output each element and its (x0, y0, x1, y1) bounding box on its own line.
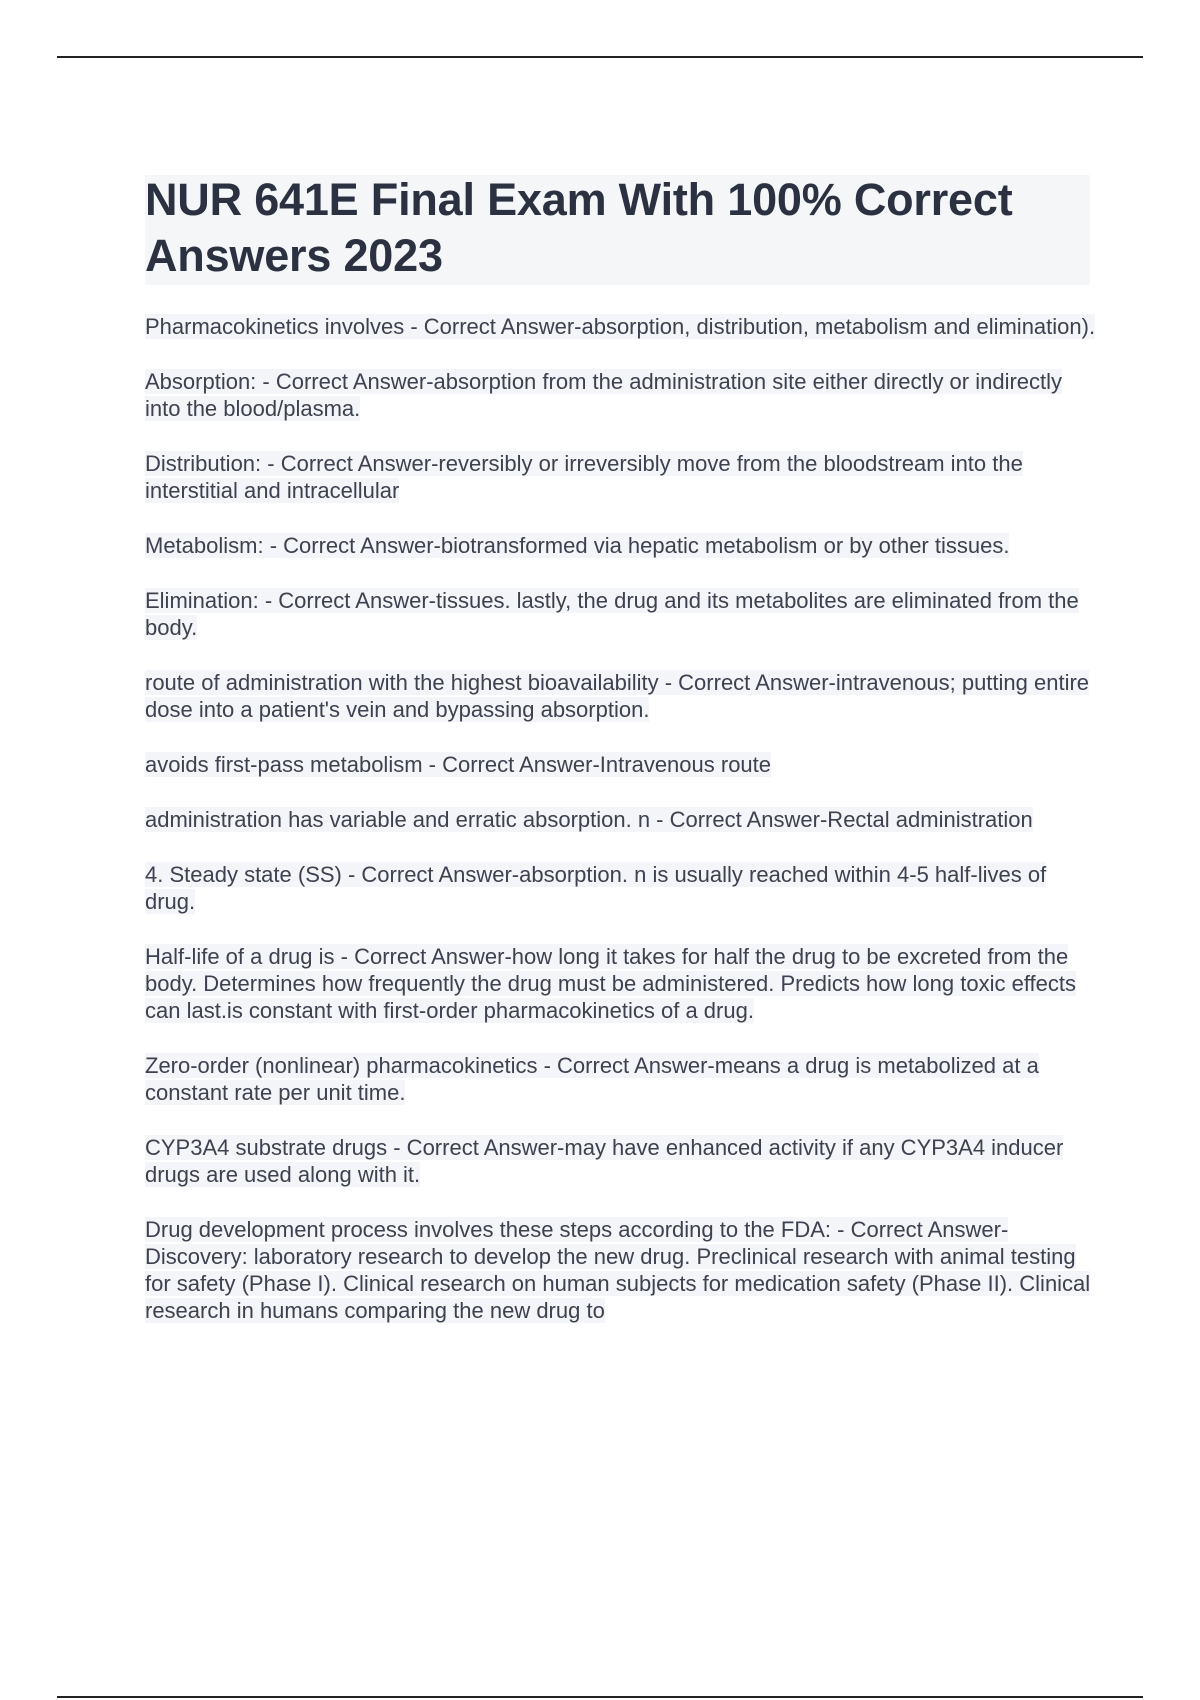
qa-text: Zero-order (nonlinear) pharmacokinetics - Correct Answer-means a drug is metabolized at a constant rate per unit time. (145, 1053, 1039, 1105)
qa-item-absorption (145, 368, 1100, 422)
qa-item-metabolism (145, 532, 1100, 559)
qa-text: Half-life of a drug is - Correct Answer-how long it takes for half the drug to be excreted from the body. Determines how frequently the drug must be administered. Predicts how long toxic effects can last.is constant with first-order pharmacokinetics of a drug. (145, 944, 1076, 1023)
qa-text: Pharmacokinetics involves - Correct Answer-absorption, distribution, metabolism and elimination). (145, 314, 1096, 339)
qa-text: Drug development process involves these steps according to the FDA: - Correct Answer-Discovery: laboratory research to develop the new drug. Preclinical research with animal testing for safety (Phase I). Clinical research on human subjects for medication safety (Phase II). Clinical research in humans comparing the new drug to (145, 1217, 1091, 1323)
qa-list (145, 313, 1100, 1352)
qa-item-steady-state (145, 861, 1100, 915)
qa-text: route of administration with the highest bioavailability - Correct Answer-intravenous; putting entire dose into a patient's vein and bypassing absorption. (145, 670, 1090, 722)
footer-rule (57, 1696, 1143, 1698)
qa-item-bioavailability (145, 669, 1100, 723)
qa-item-half-life (145, 943, 1100, 1024)
qa-item-cyp3a4 (145, 1134, 1100, 1188)
qa-text: administration has variable and erratic absorption. n - Correct Answer-Rectal administration (145, 807, 1033, 832)
qa-text: Distribution: - Correct Answer-reversibly or irreversibly move from the bloodstream into the interstitial and intracellular (145, 451, 1023, 503)
qa-text: avoids first-pass metabolism - Correct Answer-Intravenous route (145, 752, 772, 777)
qa-item-drug-development (145, 1216, 1100, 1324)
qa-item-distribution (145, 450, 1100, 504)
qa-item-zero-order (145, 1052, 1100, 1106)
qa-text: Absorption: - Correct Answer-absorption from the administration site either directly or indirectly into the blood/plasma. (145, 369, 1063, 421)
qa-item-rectal (145, 806, 1100, 833)
header-rule (57, 56, 1143, 58)
qa-text: Metabolism: - Correct Answer-biotransformed via hepatic metabolism or by other tissues. (145, 533, 1010, 558)
qa-item-elimination (145, 587, 1100, 641)
qa-item-pharmacokinetics (145, 313, 1100, 340)
document-title: NUR 641E Final Exam With 100% Correct Answers 2023 (145, 174, 1013, 281)
qa-item-first-pass (145, 751, 1100, 778)
qa-text: Elimination: - Correct Answer-tissues. lastly, the drug and its metabolites are eliminated from the body. (145, 588, 1079, 640)
qa-text: 4. Steady state (SS) - Correct Answer-absorption. n is usually reached within 4-5 half-lives of drug. (145, 862, 1047, 914)
qa-text: CYP3A4 substrate drugs - Correct Answer-may have enhanced activity if any CYP3A4 inducer drugs are used along with it. (145, 1135, 1064, 1187)
